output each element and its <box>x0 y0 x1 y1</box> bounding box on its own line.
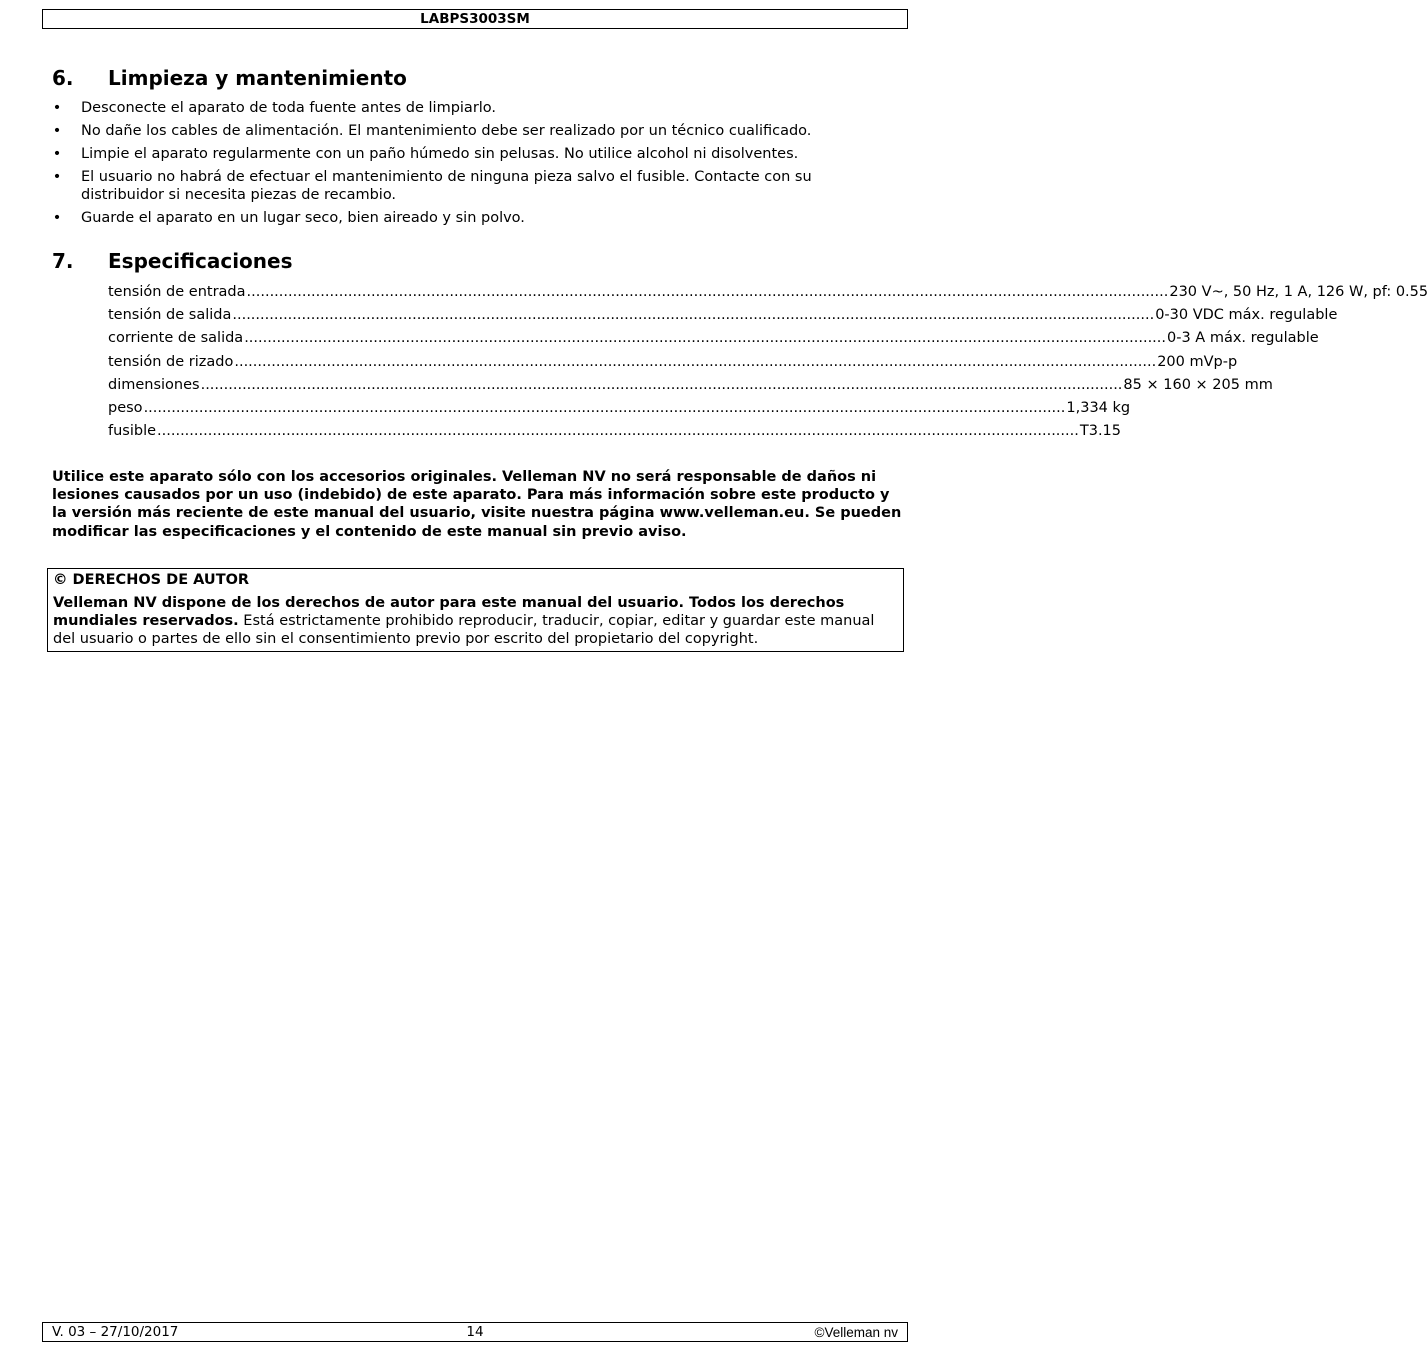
section-6-heading <box>52 66 407 90</box>
document-title: LABPS3003SM <box>420 11 530 27</box>
copyright-box <box>47 568 904 652</box>
section-7-title: Especificaciones <box>108 249 293 273</box>
bullet-icon: • <box>52 169 62 185</box>
dot-leader: ........................................................................................................................................................................................................ <box>234 353 1157 370</box>
dot-leader: ........................................................................................................................................................................................................ <box>246 284 1169 300</box>
dot-leader: ........................................................................................................................................................................................................ <box>200 376 1123 393</box>
spec-row: dimensiones ........................................................................................................................................................................................................ 85 × 160 × 205 mm <box>108 376 1273 393</box>
maintenance-list <box>52 99 882 232</box>
version-label: V. 03 – 27/10/2017 <box>52 1324 179 1340</box>
bullet-icon: • <box>52 146 62 162</box>
list-item: • No dañe los cables de alimentación. El mantenimiento debe ser realizado por un técnico cualificado. <box>52 123 812 139</box>
list-item: • Limpie el aparato regularmente con un paño húmedo sin pelusas. No utilice alcohol ni disolventes. <box>52 146 799 162</box>
section-6-title: Limpieza y mantenimiento <box>108 66 407 90</box>
bullet-icon: • <box>52 123 62 139</box>
copyright-title: © DERECHOS DE AUTOR <box>53 572 250 588</box>
spec-row: fusible ........................................................................................................................................................................................................ T3.15 <box>108 423 1122 440</box>
brand-label: ©Velleman nv <box>814 1325 898 1340</box>
list-item: • El usuario no habrá de efectuar el mantenimiento de ninguna pieza salvo el fusible. Contacte con su distribuidor si necesita piezas de recambio. <box>52 169 812 203</box>
spec-row: tensión de rizado ........................................................................................................................................................................................................ 200 mVp-p <box>108 353 1238 370</box>
usage-notice: Utilice este aparato sólo con los accesorios originales. Velleman NV no será responsable de daños ni lesiones causados por un uso (indebido) de este aparato. Para más información sobre este producto y la versión más reciente de este manual del usuario, visite nuestra página www.velleman.eu. Se pueden modificar las especificaciones y el contenido de este manual sin previo aviso. <box>52 469 902 540</box>
section-6-number: 6. <box>52 66 74 90</box>
spec-row: tensión de entrada ........................................................................................................................................................................................................ 230 V~, 50 Hz, 1 A, 126 W, pf: 0.55 <box>108 284 1428 300</box>
dot-leader: ........................................................................................................................................................................................................ <box>157 423 1079 440</box>
list-item: • Desconecte el aparato de toda fuente antes de limpiarlo. <box>52 100 497 116</box>
copyright-text <box>53 594 899 648</box>
bullet-icon: • <box>52 100 62 116</box>
page-header <box>42 9 908 29</box>
copyright-body-text: Está estrictamente prohibido reproducir, traducir, copiar, editar y guardar este manual del usuario o partes de ello sin el consentimiento previo por escrito del propietario del copyright. <box>53 613 875 647</box>
bullet-icon: • <box>52 210 62 226</box>
list-item: • Guarde el aparato en un lugar seco, bien aireado y sin polvo. <box>52 210 525 226</box>
spec-row: corriente de salida ........................................................................................................................................................................................................ 0-3 A máx. regulable <box>108 330 1319 347</box>
dot-leader: ........................................................................................................................................................................................................ <box>232 307 1155 324</box>
section-7-heading <box>52 249 293 273</box>
dot-leader: ........................................................................................................................................................................................................ <box>143 399 1066 416</box>
copyright-bold-text: Velleman NV dispone de los derechos de autor para este manual del usuario. Todos los derechos mundiales reservados. <box>53 595 845 629</box>
spec-row: tensión de salida ........................................................................................................................................................................................................ 0-30 VDC máx. regulable <box>108 307 1338 324</box>
page-number: 14 <box>466 1324 484 1340</box>
spec-row: peso ........................................................................................................................................................................................................ 1,334 kg <box>108 399 1131 416</box>
dot-leader: ........................................................................................................................................................................................................ <box>244 330 1167 347</box>
specifications-table <box>108 282 1428 444</box>
page-footer <box>42 1322 908 1342</box>
section-7-number: 7. <box>52 249 74 273</box>
